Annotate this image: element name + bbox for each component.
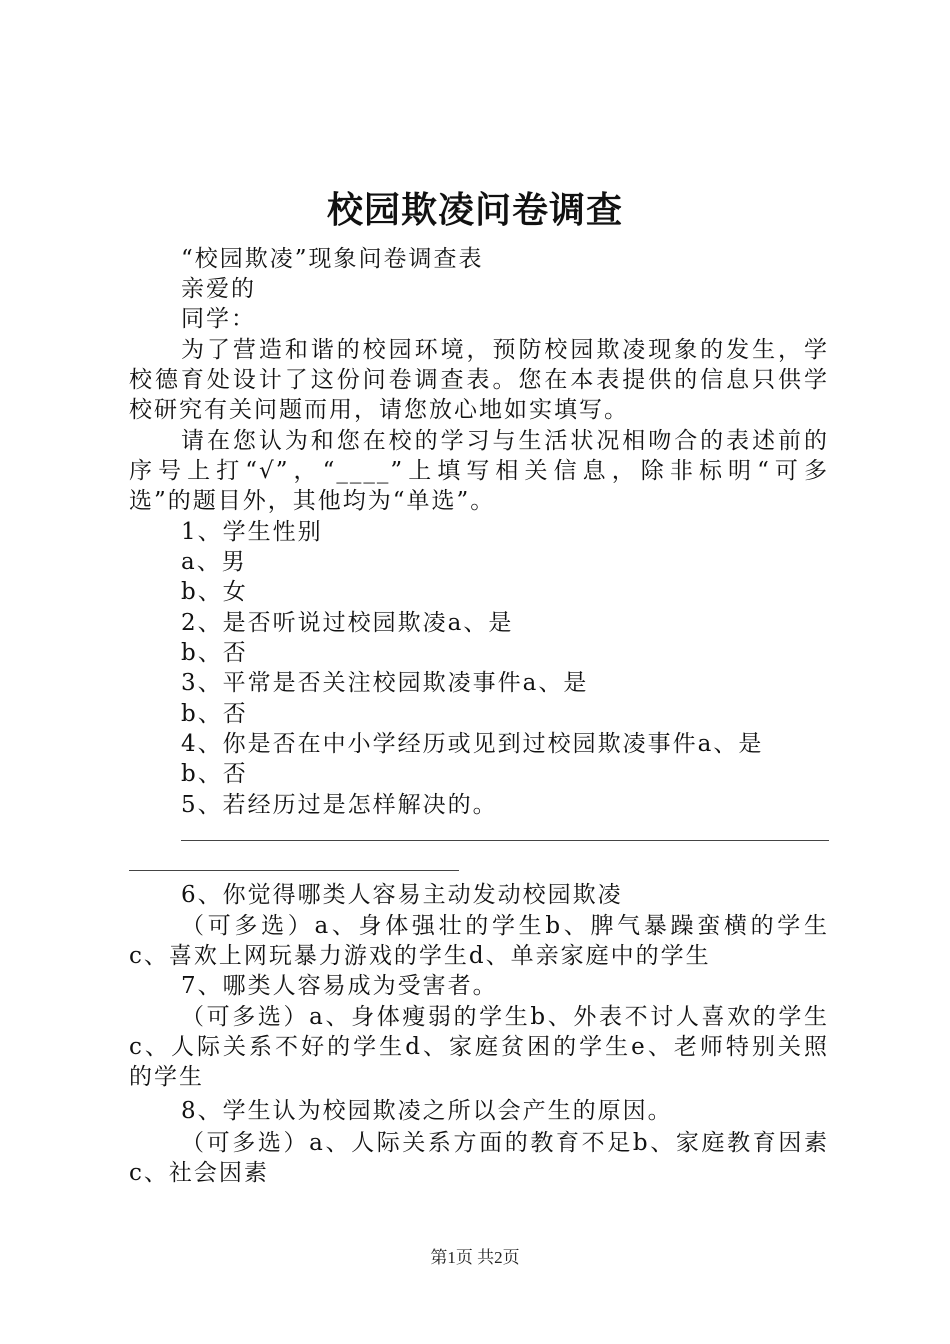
question-2: 2、是否听说过校园欺凌a、是 — [181, 610, 514, 636]
page-title: 校园欺凌问卷调查 — [326, 189, 623, 231]
question-8-options: （可多选）a、人际关系方面的教育不足b、家庭教育因素 — [181, 1130, 829, 1156]
answer-blank-line — [181, 840, 829, 841]
question-6: 6、你觉得哪类人容易主动发动校园欺凌 — [181, 882, 623, 908]
page-footer: 第1页 共2页 — [430, 1248, 520, 1267]
answer-blank-line — [129, 870, 459, 871]
question-8-options: c、社会因素 — [129, 1160, 269, 1186]
intro-paragraph-line: 校研究有关问题而用，请您放心地如实填写。 — [129, 397, 629, 423]
intro-paragraph-line: 校德育处设计了这份问卷调查表。您在本表提供的信息只供学 — [129, 367, 829, 393]
instruction-paragraph-line: 请在您认为和您在校的学习与生活状况相吻合的表述前的 — [181, 428, 829, 454]
question-7: 7、哪类人容易成为受害者。 — [181, 973, 498, 999]
question-8: 8、学生认为校园欺凌之所以会产生的原因。 — [181, 1098, 673, 1124]
instruction-paragraph-line: 序号上打“√”，“____”上填写相关信息，除非标明“可多 — [129, 458, 829, 484]
option: b、否 — [181, 701, 248, 727]
salutation-line-1: 亲爱的 — [181, 276, 256, 302]
question-7-options: （可多选）a、身体瘦弱的学生b、外表不讨人喜欢的学生 — [181, 1004, 829, 1030]
question-7-options: c、人际关系不好的学生d、家庭贫困的学生e、老师特别关照 — [129, 1034, 829, 1060]
question-5: 5、若经历过是怎样解决的。 — [181, 792, 498, 818]
intro-paragraph-line: 为了营造和谐的校园环境，预防校园欺凌现象的发生，学 — [181, 337, 829, 363]
question-1: 1、学生性别 — [181, 519, 323, 545]
option: b、女 — [181, 579, 248, 605]
salutation-line-2: 同学： — [181, 306, 256, 332]
question-4: 4、你是否在中小学经历或见到过校园欺凌事件a、是 — [181, 731, 764, 757]
question-7-options: 的学生 — [129, 1064, 204, 1090]
question-6-options: （可多选）a、身体强壮的学生b、脾气暴躁蛮横的学生 — [181, 913, 829, 939]
option: b、否 — [181, 640, 248, 666]
question-3: 3、平常是否关注校园欺凌事件a、是 — [181, 670, 589, 696]
subtitle: “校园欺凌”现象问卷调查表 — [181, 246, 484, 272]
option: a、男 — [181, 549, 247, 575]
instruction-paragraph-line: 选”的题目外，其他均为“单选”。 — [129, 488, 496, 514]
option: b、否 — [181, 761, 248, 787]
question-6-options: c、喜欢上网玩暴力游戏的学生d、单亲家庭中的学生 — [129, 943, 711, 969]
